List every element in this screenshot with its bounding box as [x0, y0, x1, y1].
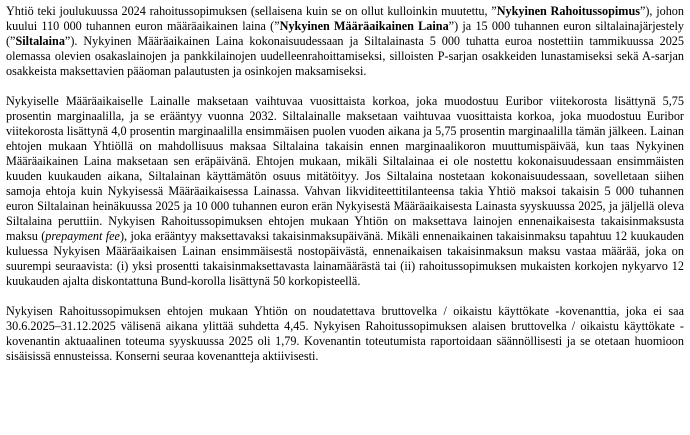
text-run: Nykyisen Rahoitussopimuksen ehtojen mukaan Yhtiön on noudatettava bruttovelka / oikaistu käyttökate -kovenanttia, joka ei saa 30.6.2025–31.12.2025 välisenä aikana ylittää suhdetta 4,45. Nykyisen Rahoitussopimuksen alaisen bruttovelka / oikaistu käyttökate -kovenantin aktuaalinen toteuma syyskuussa 2025 oli 1,79. Kovenantin toteutumista raportoidaan säännöllisesti ja se otetaan huomioon sisäisissä ennusteissa. Konserni seuraa kovenantteja aktiivisesti. — [6, 304, 684, 363]
paragraph-covenants — [6, 304, 684, 364]
paragraph-financing-agreement — [6, 4, 684, 79]
italic-term-prepayment-fee: prepayment fee — [45, 229, 120, 243]
text-run: ”) ja 15 000 tuhannen euron siltalainajärjestely (” — [6, 19, 685, 48]
text-run: Yhtiö teki joulukuussa 2024 rahoitussopimuksen (sellaisena kuin se on ollut kulloinkin muutettu, ” — [6, 4, 497, 18]
text-run: Nykyiselle Määräaikaiselle Lainalle maksetaan vaihtuvaa vuosittaista korkoa, joka muodostuu Euribor viitekorosta lisättynä 5,75 prosentin marginaalilla, ja se erääntyy vuonna 2032. Siltalainalle maksetaan vaihtuvaa vuosittaista korkoa, joka muodostuu Euribor viitekorosta lisättynä 4,0 prosentin marginaalilla ensimmäisen puolen vuoden aikana ja 5,75 prosentin marginaalilla tämän jälkeen. Lainan ehtojen mukaan Yhtiöllä on mahdollisuus maksaa Siltalaina takaisin ennen marginaalikoron muuttumispäivää, kun taas Nykyinen Määräaikainen Laina maksetaan sen eräpäivänä. Ehtojen mukaan, mikäli Siltalainaa ei ole nostettu kokonaisuudessaan ensimmäisten kuuden kuukauden aikana, Siltalainan käyttämätön osuus mitätöityy. Jos Siltalaina nostetaan kokonaisuudessaan, sovelletaan siihen samoja ehtoja kuin Nykyisessä Määräaikaisessa Lainassa. Vahvan likviditeettitilanteensa takia Yhtiö maksoi takaisin 5 000 tuhannen euron Siltalainan heinäkuussa 2025 ja 10 000 tuhannen euron erän Nykyisestä Määräaikaisesta Lainasta syyskuussa 2025, ja jäljellä oleva Siltalaina peruttiin. Nykyisen Rahoitussopimuksen ehtojen mukaan Yhtiön on maksettava lainojen ennenaikaisesta takaisinmaksusta maksu ( — [6, 94, 684, 243]
text-run: ”). Nykyinen Määräaikainen Laina kokonaisuudessaan ja Siltalainasta 5 000 tuhatta euroa nostettiin tammikuussa 2025 olemassa olevien osakaslainojen ja pankkilainojen uudelleenrahoittamiseksi, silloisten P-sarjan osakkeiden lunastamiseksi sekä A-sarjan osakkeista maksettavien pääoman palautusten ja osinkojen maksamiseksi. — [6, 34, 684, 78]
defined-term-bridge-loan: Siltalaina — [15, 34, 65, 48]
text-run: ”), johon kuului 110 000 tuhannen euron määräaikainen laina (” — [6, 4, 684, 33]
defined-term-current-term-loan: Nykyinen Määräaikainen Laina — [279, 19, 449, 33]
defined-term-current-financing-agreement: Nykyinen Rahoitussopimus — [496, 4, 640, 18]
text-run: ), joka erääntyy maksettavaksi takaisinmaksupäivänä. Mikäli ennenaikainen takaisinmaksu tapahtuu 12 kuukauden kuluessa Nykyisen Määräaikaisen Lainan ensimmäisestä nostopäivästä, ennenaikaisen takaisinmaksun maksu vastaa määrää, joka on suurempi seuraavista: (i) yksi prosentti takaisinmaksettavasta lainamäärästä tai (ii) rahoitussopimuksen mukaisten korkojen nykyarvo 12 kuukauden ajalta diskontattuna Bund-korolla lisättynä 50 korkopisteellä. — [6, 229, 684, 288]
paragraph-interest-terms — [6, 94, 684, 289]
